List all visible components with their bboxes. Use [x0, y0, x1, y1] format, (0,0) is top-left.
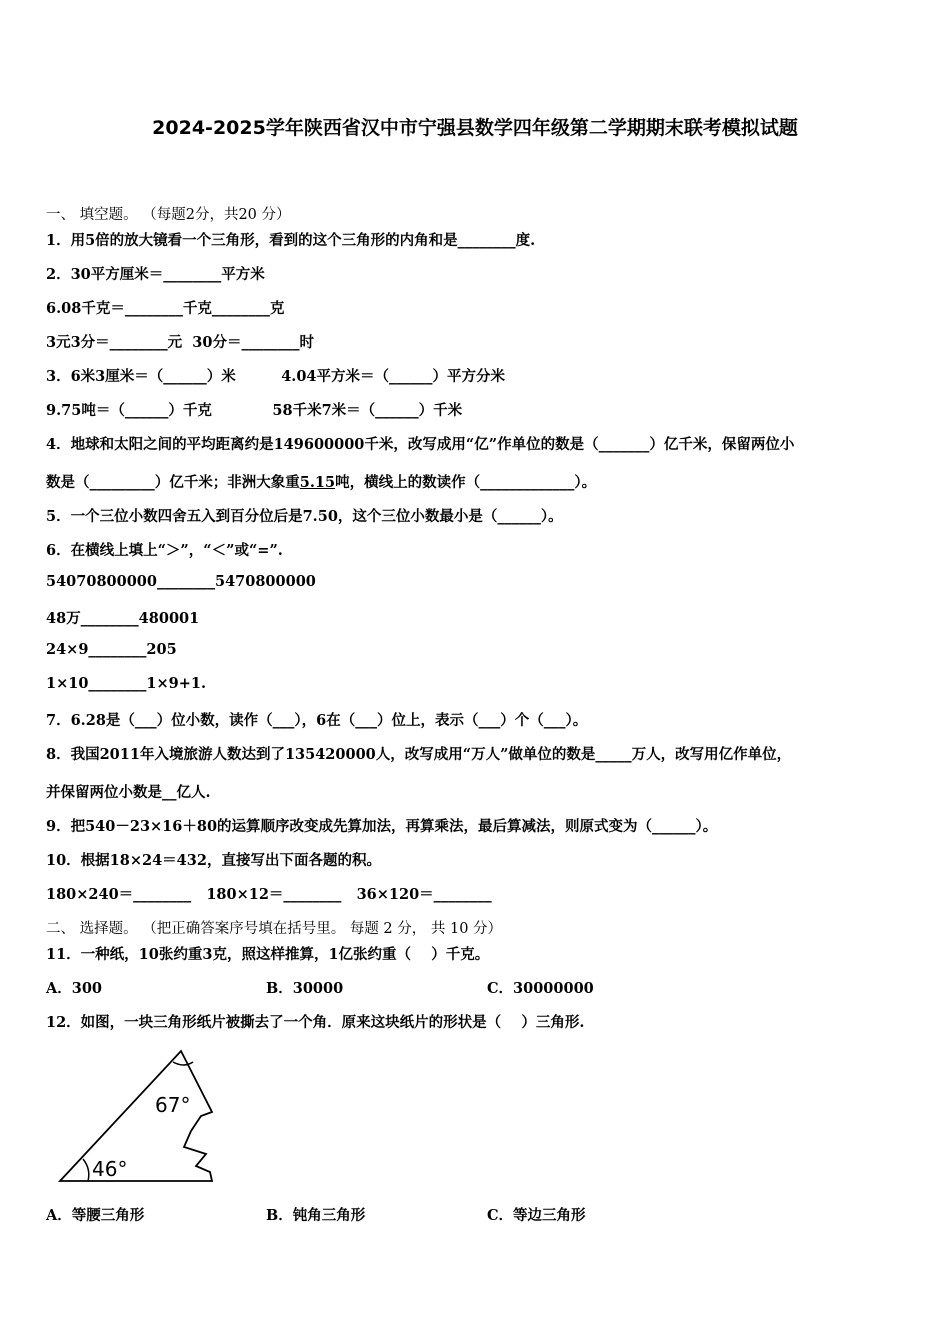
- question-3-line-1: 3．6米3厘米＝（______）米 4.04平方米＝（______）平方分米: [46, 368, 506, 385]
- question-4-line-2: [46, 471, 596, 492]
- question-9: 9．把540－23×16＋80的运算顺序改变成先算加法，再算乘法，最后算减法，则原式变为（______）。: [46, 818, 718, 835]
- angle-label-top: 67°: [155, 1093, 191, 1117]
- question-8-line-2: 并保留两位小数是__亿人.: [46, 784, 211, 801]
- question-7: 7．6.28是（___）位小数，读作（___），6在（___）位上，表示（___）个（___）。: [46, 712, 588, 729]
- question-6-item-4: 1×10________1×9+1.: [46, 675, 207, 692]
- question-6-item-3: 24×9________205: [46, 641, 177, 658]
- angle-arc-top: [173, 1062, 193, 1065]
- question-6-item-1: 54070800000________5470800000: [46, 573, 316, 590]
- question-11-option-a: A．300: [46, 980, 103, 997]
- angle-label-left: 46°: [92, 1157, 128, 1181]
- question-12-option-b: B．钝角三角形: [266, 1207, 366, 1224]
- question-10-items: 180×240＝________ 180×12＝________ 36×120＝________: [46, 886, 492, 903]
- question-12: 12．如图，一块三角形纸片被撕去了一个角．原来这块纸片的形状是（ ）三角形.: [46, 1014, 585, 1031]
- question-11-option-b: B．30000: [266, 980, 344, 997]
- question-10: 10．根据18×24＝432，直接写出下面各题的积。: [46, 852, 381, 869]
- question-4-underlined-number: 5.15: [299, 474, 336, 491]
- question-2-line-3: 3元3分＝________元 30分＝________时: [46, 334, 314, 351]
- section-heading-fill-blank: 一、 填空题。 （每题2分，共20 分）: [46, 207, 291, 223]
- question-6: 6．在横线上填上“＞”，“＜”或“=”.: [46, 542, 283, 559]
- question-4-text-before: 数是（_________）亿千米；非洲大象重: [46, 474, 300, 491]
- torn-triangle-figure: [52, 1048, 222, 1188]
- question-12-option-a: A．等腰三角形: [46, 1207, 145, 1224]
- question-8-line-1: 8．我国2011年入境旅游人数达到了135420000人，改写成用“万人”做单位的数是_____万人，改写用亿作单位，: [46, 746, 792, 763]
- question-2-line-2: 6.08千克＝________千克________克: [46, 300, 285, 317]
- angle-arc-left: [83, 1159, 89, 1181]
- question-4-line-1: 4．地球和太阳之间的平均距离约是149600000千米，改写成用“亿”作单位的数是（_______）亿千米，保留两位小: [46, 436, 795, 453]
- question-2-line-1: 2．30平方厘米＝________平方米: [46, 266, 265, 283]
- question-4-text-after: 吨，横线上的数读作（_____________）。: [335, 474, 597, 491]
- page-title: 2024-2025学年陕西省汉中市宁强县数学四年级第二学期期末联考模拟试题: [152, 117, 798, 139]
- question-12-option-c: C．等边三角形: [487, 1207, 586, 1224]
- question-11: 11．一种纸，10张约重3克，照这样推算，1亿张约重（ ）千克。: [46, 946, 490, 963]
- question-1: 1．用5倍的放大镜看一个三角形，看到的这个三角形的内角和是________度.: [46, 232, 536, 249]
- question-5: 5．一个三位小数四舍五入到百分位后是7.50，这个三位小数最小是（______）。: [46, 508, 563, 525]
- question-6-item-2: 48万________480001: [46, 610, 200, 627]
- question-11-option-c: C．30000000: [487, 980, 594, 997]
- question-3-line-2: 9.75吨＝（______）千克 58千米7米＝（______）千米: [46, 402, 463, 419]
- section-heading-choice: 二、 选择题。 （把正确答案序号填在括号里。 每题 2 分， 共 10 分）: [46, 921, 503, 937]
